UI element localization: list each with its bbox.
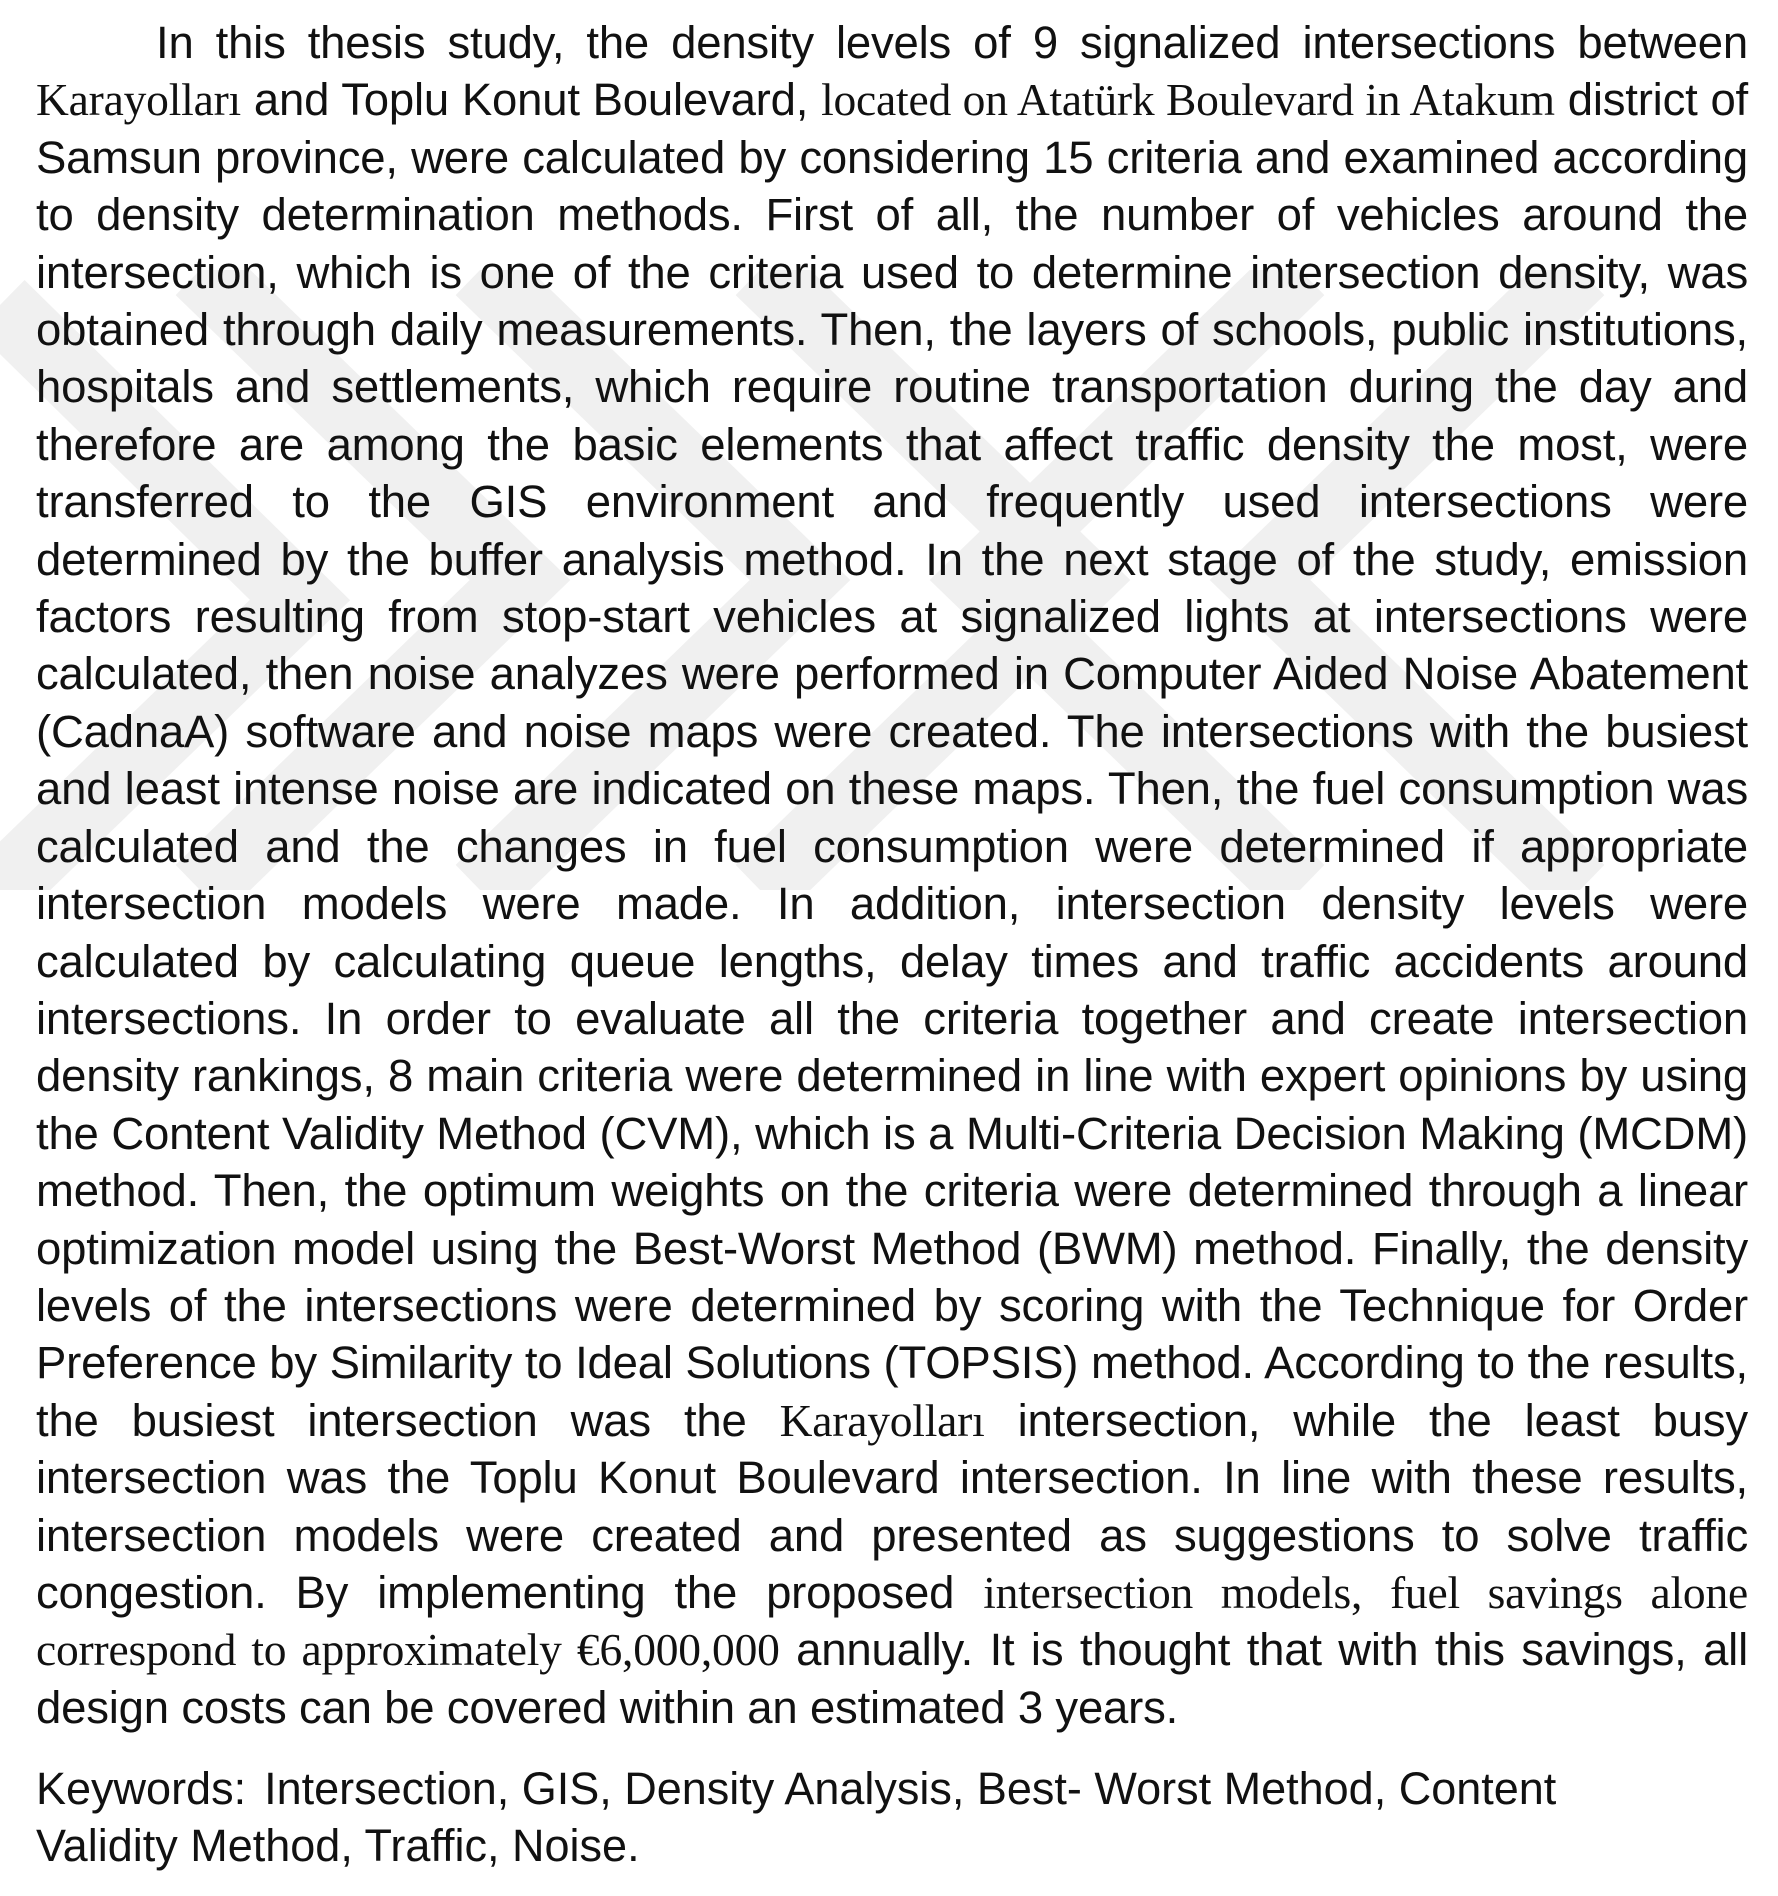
abstract-text: annually. It is thought that with this savings, all design costs can be covered within an estimated 3 years. bbox=[36, 1624, 1748, 1733]
abstract-text: In this thesis study, the density levels of 9 signalized intersections between bbox=[156, 17, 1748, 68]
abstract-text: intersection models, fuel savings alone correspond to approximately €6,000,000 bbox=[36, 1566, 1748, 1676]
keywords-label: Keywords: bbox=[36, 1763, 247, 1815]
abstract-text: district of Samsun province, were calculated by considering 15 criteria and examined according to density determination methods. First of all, the number of vehicles around the intersection, which is one of the criteria used to determine intersection density, was obtained through daily measurements. Then, the layers of schools, public institutions, hospitals and settlements, which require routine transportation during the day and therefore are among the basic elements that affect traffic density the most, were transferred to the GIS environment and frequently used intersections were determined by the buffer analysis method. In the next stage of the study, emission factors resulting from stop-start vehicles at signalized lights at intersections were calculated, then noise analyzes were performed in Computer Aided Noise Abatement (CadnaA) software and noise maps were created. The intersections with the busiest and least intense noise are indicated on these maps. Then, the fuel consumption was calculated and the changes in fuel consumption were determined if appropriate intersection models were made. In addition, intersection density levels were calculated by calculating queue lengths, delay times and traffic accidents around intersections. In order to evaluate all the criteria together and create intersection density rankings, 8 main criteria were determined in line with expert opinions by using the Content Validity Method (CVM), which is a Multi-Criteria Decision Making (MCDM) method. Then, the optimum weights on the criteria were determined through a linear optimization model using the Best-Worst Method (BWM) method. Finally, the density levels of the intersections were determined by scoring with the Technique for Order Preference by Similarity to Ideal Solutions (TOPSIS) method. According to the results, the busiest intersection was the bbox=[36, 74, 1748, 1446]
keywords-text: Intersection, GIS, Density Analysis, Best- Worst Method, Content Validity Method, Traffic, Noise. bbox=[36, 1763, 1557, 1872]
abstract-text: Karayolları bbox=[779, 1394, 985, 1446]
abstract-text: located on Atatürk Boulevard in Atakum bbox=[821, 74, 1555, 126]
abstract-text: Karayolları bbox=[36, 74, 241, 126]
abstract-paragraph bbox=[36, 14, 1748, 1736]
keywords-paragraph bbox=[36, 1760, 1748, 1874]
abstract-content bbox=[36, 14, 1748, 1874]
abstract-text: and Toplu Konut Boulevard, bbox=[240, 74, 822, 126]
abstract-text: intersection, while the least busy intersection was the Toplu Konut Boulevard intersection. In line with these results, intersection models were created and presented as suggestions to solve traffic congestion. By implementing the proposed bbox=[36, 1394, 1748, 1618]
